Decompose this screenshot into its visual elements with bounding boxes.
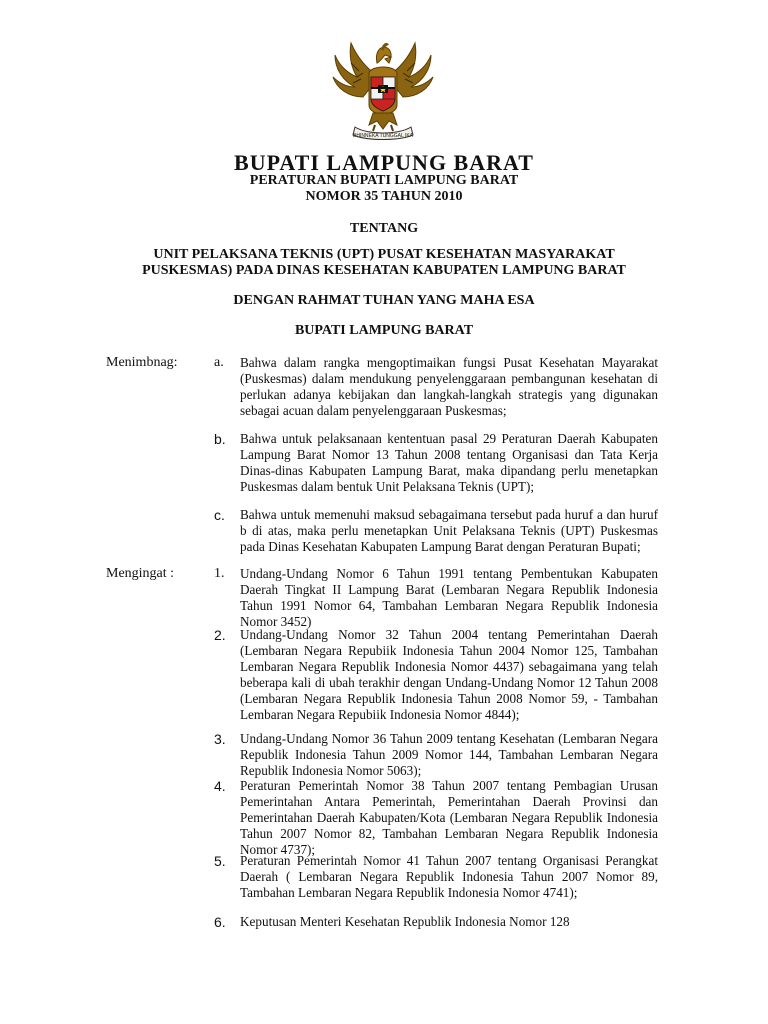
blessing-heading: DENGAN RAHMAT TUHAN YANG MAHA ESA bbox=[233, 293, 535, 308]
item-marker: b. bbox=[214, 431, 226, 447]
item-marker: 5. bbox=[214, 853, 226, 869]
subject-line-2: PUSKESMAS) PADA DINAS KESEHATAN KABUPATEN LAMPUNG BARAT bbox=[142, 263, 626, 278]
regulation-heading: PERATURAN BUPATI LAMPUNG BARAT bbox=[249, 173, 519, 188]
item-marker: 6. bbox=[214, 914, 226, 930]
emblem-motto: BHINNEKA TUNGGAL IKA bbox=[352, 133, 414, 139]
item-text: Bahwa untuk pelaksanaan kententuan pasal 29 Peraturan Daerah Kabupaten Lampung Barat Nomor 13 Tahun 2008 tentang Organisasi dan Tata Kerja Dinas-dinas Kabupaten Lampung Barat, maka dipandang perlu menetapkan Puskesmas dalam bentuk Unit Pelaksana Teknis (UPT); bbox=[240, 431, 658, 494]
item-marker: 4. bbox=[214, 778, 226, 794]
item-marker: 3. bbox=[214, 731, 226, 747]
item-text: Undang-Undang Nomor 6 Tahun 1991 tentang Pembentukan Kabupaten Daerah Tingkat II Lampung Barat (Lembaran Negara Republik Indonesia Tahun 1991 Nomor 64, Tambahan Lembaran Negara Republik Indonesia Nomor 3452) bbox=[240, 566, 658, 629]
subject-line-1: UNIT PELAKSANA TEKNIS (UPT) PUSAT KESEHATAN MASYARAKAT bbox=[153, 247, 615, 262]
item-marker: a. bbox=[214, 355, 224, 370]
item-text: Keputusan Menteri Kesehatan Republik Indonesia Nomor 128 bbox=[240, 914, 570, 929]
menimbang-label: Menimbnag: bbox=[106, 355, 178, 370]
item-text: Bahwa untuk memenuhi maksud sebagaimana tersebut pada huruf a dan huruf b di atas, maka perlu menetapkan Unit Pelaksana Teknis (UPT) Puskesmas pada Dinas Kesehatan Kabupaten Lampung Barat dengan Peraturan Bupati; bbox=[240, 507, 658, 554]
garuda-emblem bbox=[327, 33, 439, 143]
mengingat-label: Mengingat : bbox=[106, 566, 175, 581]
item-text: Undang-Undang Nomor 36 Tahun 2009 tentang Kesehatan (Lembaran Negara Republik Indonesia Tahun 2009 Nomor 144, Tambahan Lembaran Negara Republik Indonesia Nomor 5063); bbox=[240, 731, 658, 778]
item-text: Peraturan Pemerintah Nomor 38 Tahun 2007 tentang Pembagian Urusan Pemerintahan Antara Pemerintah, Pemerintahan Daerah Provinsi dan Pemerintahan Daerah Kabupaten/Kota (Lembaran Negara Republik Indonesia Tahun 2007 Nomor 82, Tambahan Lembaran Negara Republik Indonesia Nomor 4737); bbox=[240, 778, 658, 857]
item-text: Peraturan Pemerintah Nomor 41 Tahun 2007 tentang Organisasi Perangkat Daerah ( Lembaran Negara Republik Indonesia Tahun 2007 Nomor 89, Tambahan Lembaran Negara Republik Indonesia Nomor 4741); bbox=[240, 853, 658, 900]
item-marker: c. bbox=[214, 507, 225, 523]
document-title: BUPATI LAMPUNG BARAT bbox=[234, 150, 534, 175]
about-heading: TENTANG bbox=[349, 221, 419, 236]
regulation-number: NOMOR 35 TAHUN 2010 bbox=[305, 189, 463, 204]
item-text: Undang-Undang Nomor 32 Tahun 2004 tentang Pemerintahan Daerah (Lembaran Negara Repubiik Indonesia Tahun 2004 Nomor 125, Tambahan Lembaran Negara Republik Indonesia Nomor 4437) sebagaimana yang telah beberapa kali di ubah terakhir dengan Undang-Undang Nomor 12 Tahun 2008 (Lembaran Negara Republik Indonesia Tahun 2008 Nomor 59, - Tambahan Lembaran Negara Repubiik Indonesia Nomor 4844); bbox=[240, 627, 658, 722]
item-text: Bahwa dalam rangka mengoptimaikan fungsi Pusat Kesehatan Mayarakat (Puskesmas) dalam mendukung penyelenggaraan pembangunan kesehatan di perlukan adanya kebijakan dan langkah-langkah strategis yang digunakan sebagai acuan dalam penyelenggaraan Puskesmas; bbox=[240, 355, 658, 418]
official-heading: BUPATI LAMPUNG BARAT bbox=[294, 323, 474, 338]
item-marker: 1. bbox=[214, 566, 225, 581]
item-marker: 2. bbox=[214, 627, 226, 643]
